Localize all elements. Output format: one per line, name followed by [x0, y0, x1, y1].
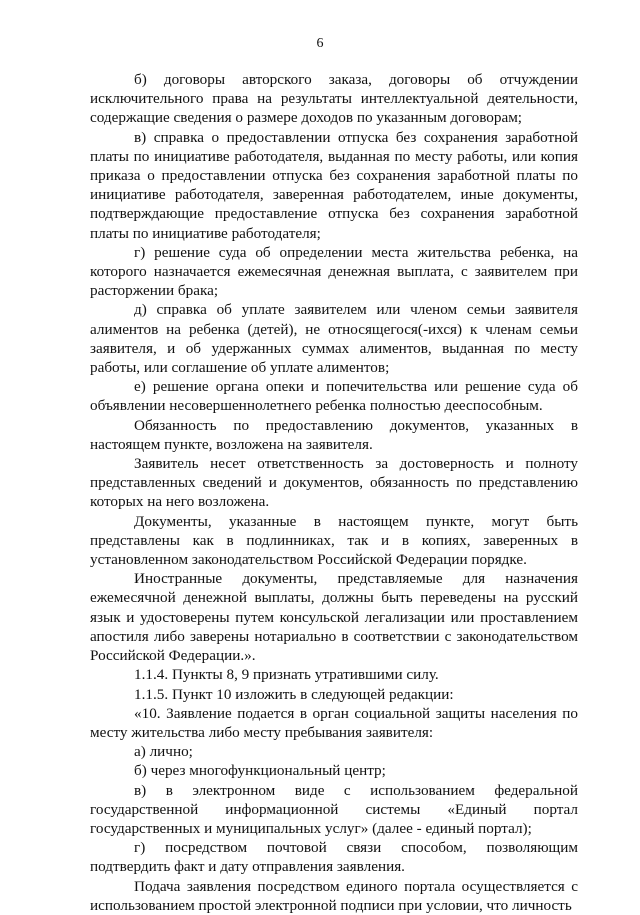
paragraph-d-alimony-certificate: д) справка об уплате заявителем или членом семьи заявителя алиментов на ребенка (детей), не относящегося(-ихся) к членам семьи заявителя, и об удержанных суммах алиментов, выданная по месту работы, или соглашение об уплате алиментов;	[90, 301, 578, 377]
paragraph-applicant-obligation: Обязанность по предоставлению документов, указанных в настоящем пункте, возложена на заявителя.	[90, 416, 578, 453]
document-body	[90, 70, 578, 915]
paragraph-g-court-decision-residence: г) решение суда об определении места жительства ребенка, на которого назначается ежемесячная денежная выплата, с заявителем при расторжении брака;	[90, 243, 578, 300]
page-number: 6	[316, 36, 324, 51]
paragraph-clause-1-1-5: 1.1.5. Пункт 10 изложить в следующей редакции:	[134, 685, 454, 703]
paragraph-clause-1-1-4: 1.1.4. Пункты 8, 9 признать утратившими силу.	[134, 666, 439, 684]
paragraph-originals-or-copies: Документы, указанные в настоящем пункте, могут быть представлены как в подлинниках, так и в копиях, заверенных в установленном законодательством Российской Федерации порядке.	[90, 512, 578, 569]
paragraph-v-unpaid-leave-certificate: в) справка о предоставлении отпуска без сохранения заработной платы по инициативе работодателя, выданная по месту работы, или копия приказа о предоставлении отпуска без сохранения заработной платы по инициативе работодателя, заверенная работодателем, иные документы, подтверждающие предоставление отпуска без сохранения заработной платы по инициативе работодателя;	[90, 128, 578, 242]
paragraph-foreign-documents: Иностранные документы, представляемые для назначения ежемесячной денежной выплаты, должны быть переведены на русский язык и удостоверены путем консульской легализации или проставлением апостиля либо заверены нотариально в соответствии с законодательством Российской Федерации.».	[90, 570, 578, 665]
paragraph-v-electronic: в) в электронном виде с использованием федеральной государственной информационной системы «Единый портал государственных и муниципальных услуг» (далее - единый портал);	[90, 781, 578, 837]
paragraph-applicant-responsibility: Заявитель несет ответственность за достоверность и полноту представленных сведений и документов, обязанность по представлению которых на него возложена.	[90, 455, 578, 511]
paragraph-item-10-intro: «10. Заявление подается в орган социальной защиты населения по месту жительства либо месту пребывания заявителя:	[90, 704, 578, 741]
paragraph-e-emancipation-decision: е) решение органа опеки и попечительства или решение суда об объявлении несовершеннолетнего ребенка полностью дееспособным.	[90, 378, 578, 415]
paragraph-portal-submission: Подача заявления посредством единого портала осуществляется с использованием простой электронной подписи при условии, что личность	[90, 877, 578, 914]
paragraph-a-in-person: а) лично;	[134, 743, 193, 761]
paragraph-b-mfc: б) через многофункциональный центр;	[134, 762, 386, 780]
paragraph-b-author-contracts: б) договоры авторского заказа, договоры об отчуждении исключительного права на результаты интеллектуальной деятельности, содержащие сведения о размере доходов по указанным договорам;	[90, 71, 578, 127]
paragraph-g-postal: г) посредством почтовой связи способом, позволяющим подтвердить факт и дату отправления заявления.	[90, 839, 578, 876]
